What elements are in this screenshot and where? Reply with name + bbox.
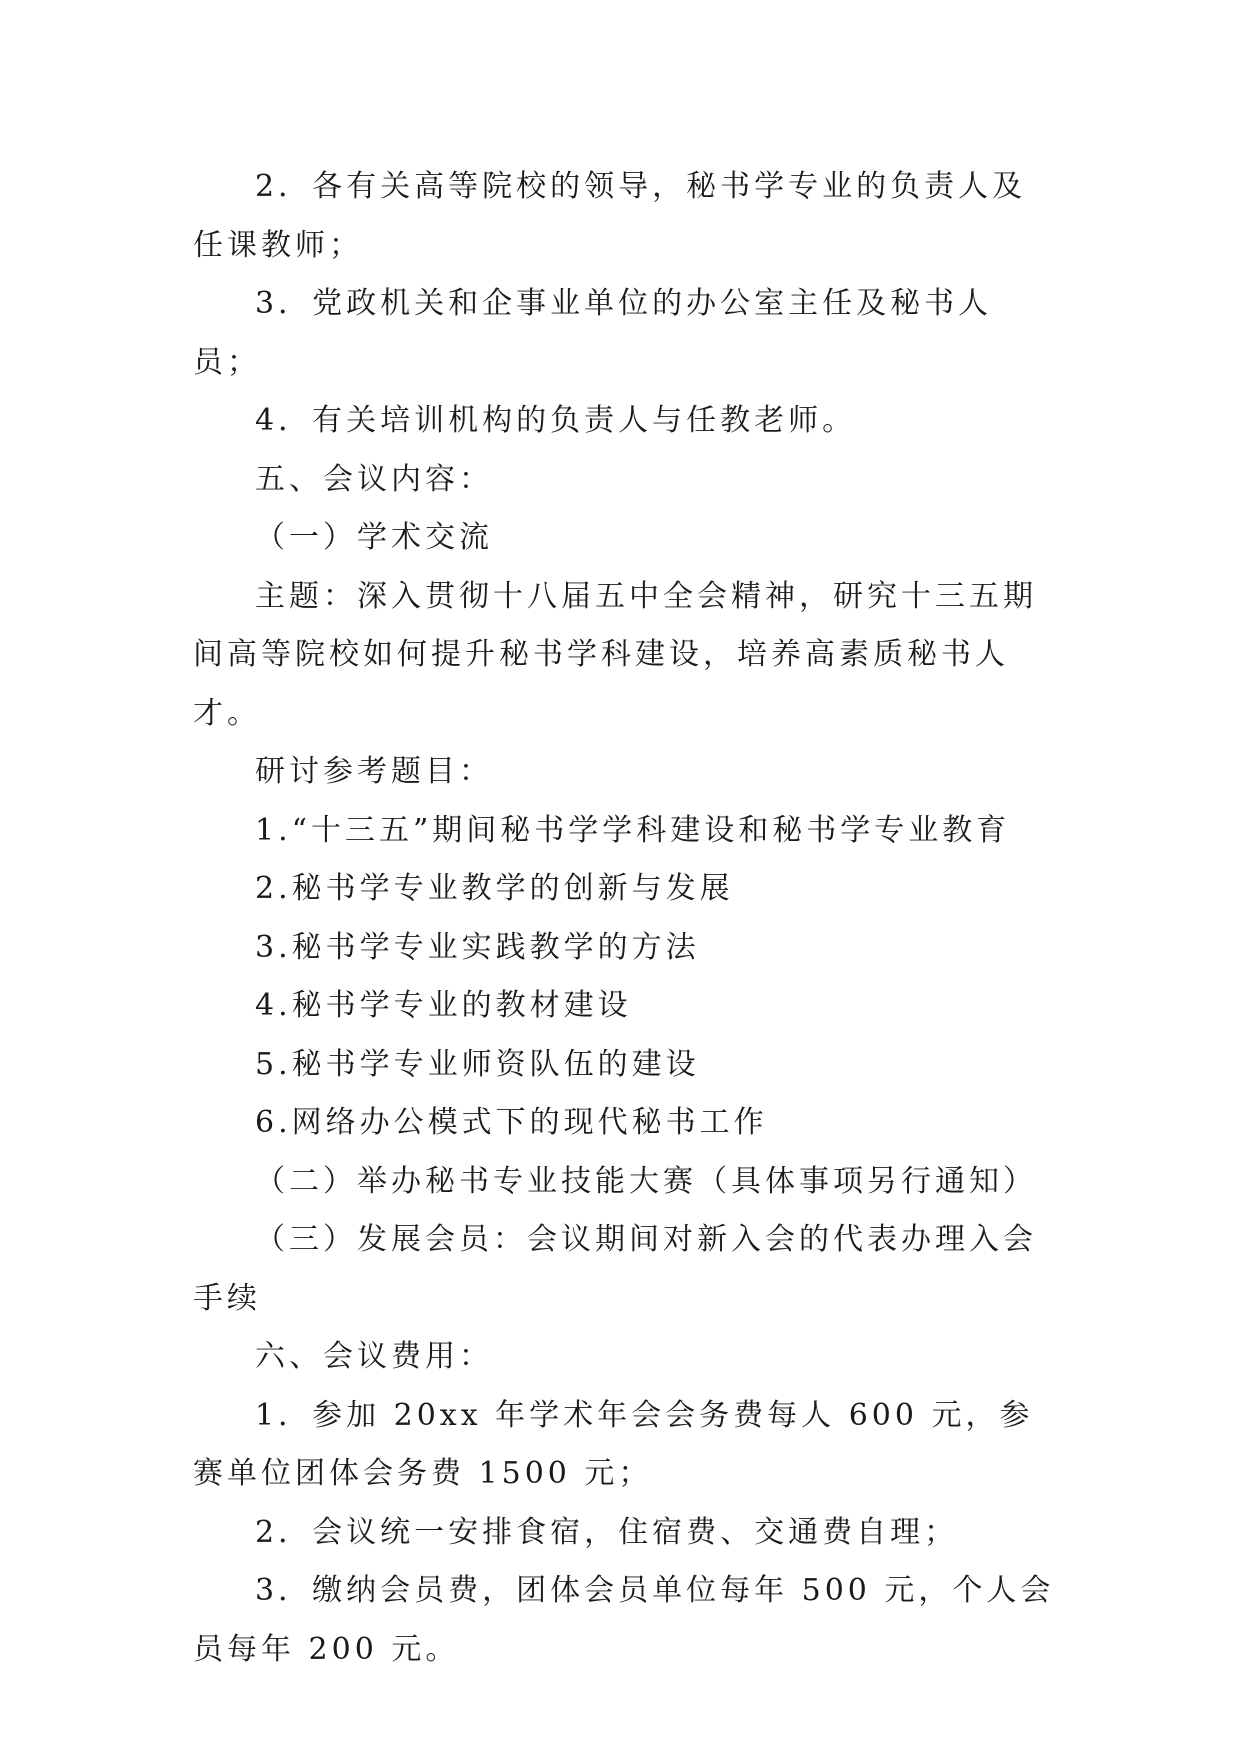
section-heading-meeting-content: 五、会议内容： [255,461,493,497]
topic-item-2: 2.秘书学专业教学的创新与发展 [255,871,734,906]
fee-item-3: 3．缴纳会员费，团体会员单位每年 500 元，个人会员每年 200 元。 [193,1573,1055,1667]
subheading-academic-exchange: （一）学术交流 [255,520,493,555]
subheading-skills-contest: （二）举办秘书专业技能大赛（具体事项另行通知） [255,1163,1037,1199]
fee-item-1: 1．参加 20xx 年学术年会会务费每人 600 元，参赛单位团体会务费 1500 元； [193,1397,1034,1491]
paragraph-attendees-training: 4．有关培训机构的负责人与任教老师。 [255,403,857,438]
section-heading-meeting-fees: 六、会议费用： [255,1339,493,1374]
topic-item-5: 5.秘书学专业师资队伍的建设 [255,1046,700,1082]
subheading-membership: （三）发展会员：会议期间对新入会的代表办理入会手续 [193,1222,1037,1316]
topic-item-4: 4.秘书学专业的教材建设 [255,988,632,1023]
topic-item-6: 6.网络办公模式下的现代秘书工作 [255,1105,768,1140]
fee-item-2: 2．会议统一安排食宿，住宿费、交通费自理； [255,1514,959,1550]
paragraph-attendees-government: 3．党政机关和企事业单位的办公室主任及秘书人员； [193,286,993,380]
topic-item-1: 1.“十三五”期间秘书学学科建设和秘书学专业教育 [255,812,1011,848]
paragraph-theme: 主题：深入贯彻十八届五中全会精神，研究十三五期间高等院校如何提升秘书学科建设，培养高素质秘书人才。 [193,578,1037,731]
paragraph-attendees-universities: 2．各有关高等院校的领导，秘书学专业的负责人及任课教师； [193,169,1027,263]
topic-item-3: 3.秘书学专业实践教学的方法 [255,929,700,965]
document-body [193,158,1055,1679]
paragraph-topics-heading: 研讨参考题目： [255,754,493,789]
